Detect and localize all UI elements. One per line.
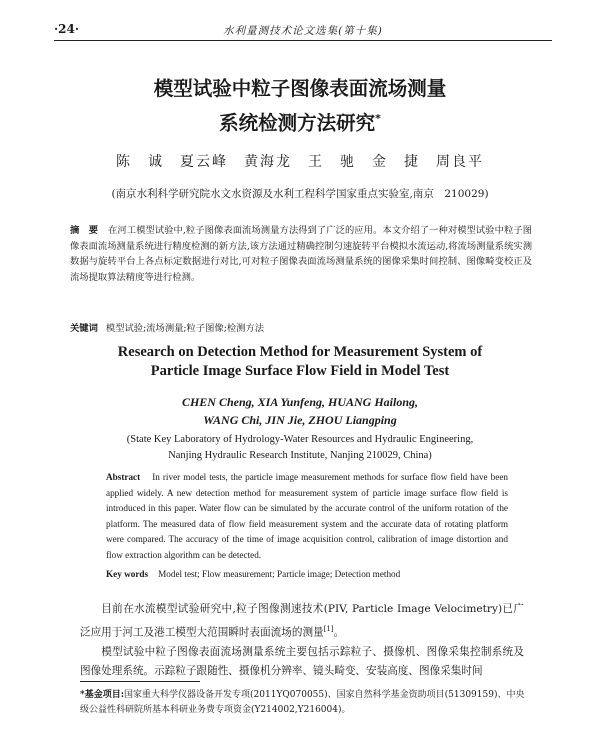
chinese-abstract-text: 在河工模型试验中,粒子图像表面流场测量方法得到了广泛的应用。本文介绍了一种对模型试验中粒子图像表面流场测量系统进行精度检测的新方法,该方法通过精确控制匀速旋转平台模拟水流运动,将流场测量系统实测数据与旋转平台上各点标定数据进行对比,可对粒子图像表面流场测量系统的图像采集时间控制、图像畸变校正及流场提取算法精度等进行检测。	[70, 225, 532, 283]
english-affiliation-line-2: Nanjing Hydraulic Research Institute, Nanjing 210029, China)	[168, 450, 432, 461]
english-affiliation	[0, 432, 600, 464]
chinese-keywords-text: 模型试验;流场测量;粒子图像;检测方法	[105, 323, 265, 334]
english-title-line-2: Particle Image Surface Flow Field in Model Test	[150, 363, 450, 379]
footnote-label: *基金项目:	[80, 690, 125, 700]
english-keywords-text: Model test; Flow measurement; Particle image; Detection method	[158, 569, 401, 579]
chinese-abstract	[70, 223, 532, 285]
chinese-keywords	[70, 320, 532, 334]
chinese-title-line-1: 模型试验中粒子图像表面流场测量	[153, 77, 447, 100]
chinese-affiliation: (南京水利科学研究院水文水资源及水利工程科学国家重点实验室,南京 210029)	[111, 188, 489, 200]
english-keywords-label: Key words	[106, 569, 149, 579]
chinese-abstract-label: 摘 要	[70, 225, 99, 236]
body-paragraph-2: 模型试验中粒子图像表面流场测量系统主要包括示踪粒子、摄像机、图像采集控制系统及图像处理系统。示踪粒子跟随性、摄像机分辨率、镜头畸变、安装高度、图像采集时间	[80, 645, 524, 678]
chinese-keywords-label: 关键词	[70, 323, 98, 334]
footnote-text: 国家重大科学仪器设备开发专项(2011YQ070055)、国家自然科学基金资助项目(51309159)、中央级公益性科研院所基本科研业务费专项资金(Y214002,Y216004)。	[80, 690, 525, 715]
footnote-divider	[80, 681, 200, 682]
page-number: ·24·	[54, 22, 80, 36]
funding-mark: *	[375, 112, 381, 125]
english-keywords	[106, 569, 508, 579]
english-title-line-1: Research on Detection Method for Measurement System of	[117, 344, 483, 360]
body-paragraph-1: 目前在水流模型试验研究中,粒子图像测速技术(PIV, Particle Image Velocimetry)已广泛应用于河工及港工模型大范围瞬时表面流场的测量[1]。	[80, 603, 524, 639]
journal-name: 水利量测技术论文选集(第十集)	[223, 25, 383, 37]
body-text	[80, 600, 524, 682]
english-authors	[0, 393, 600, 429]
english-abstract	[106, 470, 508, 564]
running-header	[54, 22, 552, 41]
english-abstract-label: Abstract	[106, 472, 141, 482]
english-affiliation-line-1: (State Key Laboratory of Hydrology-Water Resources and Hydraulic Engineering,	[126, 434, 474, 445]
chinese-title	[0, 74, 600, 139]
chinese-title-line-2: 系统检测方法研究*	[219, 111, 381, 135]
english-authors-line-1: CHEN Cheng, XIA Yunfeng, HUANG Hailong,	[181, 395, 419, 409]
funding-footnote	[80, 688, 530, 718]
english-authors-line-2: WANG Chi, JIN Jie, ZHOU Liangping	[203, 413, 397, 427]
english-title	[0, 343, 600, 381]
chinese-authors: 陈 诚 夏云峰 黄海龙 王 驰 金 捷 周良平	[116, 154, 484, 170]
citation-ref: [1]	[323, 624, 334, 633]
english-abstract-text: In river model tests, the particle image measurement methods for surface flow field have been applied widely. A new detection method for measurement system of particle image surface flow field is introduced in this paper. Water flow can be simulated by the accurate control of the uniform rotation of the platform. The measured data of flow field measurement system and the accurate data of rotating platform were compared. The accuracy of the time of image acquisition control, calibration of image distortion and flow extraction algorithm can be detected.	[106, 472, 508, 560]
